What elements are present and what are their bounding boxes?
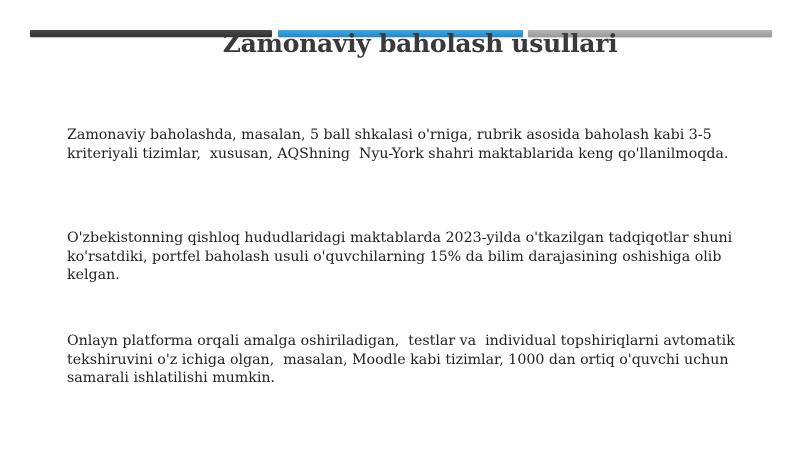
paragraph-online-platform: Onlayn platforma orqali amalga oshiriladigan, testlar va individual topshiriqlarni avtomatik tekshiruvini o'z ichiga olgan, masalan, Moodle kabi tizimlar, 1000 dan ortiq o'quvchi uchun samarali ishlatilishi mumkin.	[67, 333, 740, 386]
paragraph-portfolio-assessment: O'zbekistonning qishloq hududlaridagi maktablarda 2023-yilda o'tkazilgan tadqiqotlar shuni ko'rsatdiki, portfel baholash usuli o'quvchilarning 15% da bilim darajasining oshishiga olib kelgan.	[67, 230, 737, 283]
paragraph-rubric-assessment: Zamonaviy baholashda, masalan, 5 ball shkalasi o'rniga, rubrik asosida baholash kabi 3-5 kriteriyali tizimlar, xususan, AQShning Nyu-York shahri maktablarida keng qo'llanilmoqda.	[67, 127, 729, 162]
slide-title: Zamonaviy baholash usullari	[222, 29, 618, 58]
